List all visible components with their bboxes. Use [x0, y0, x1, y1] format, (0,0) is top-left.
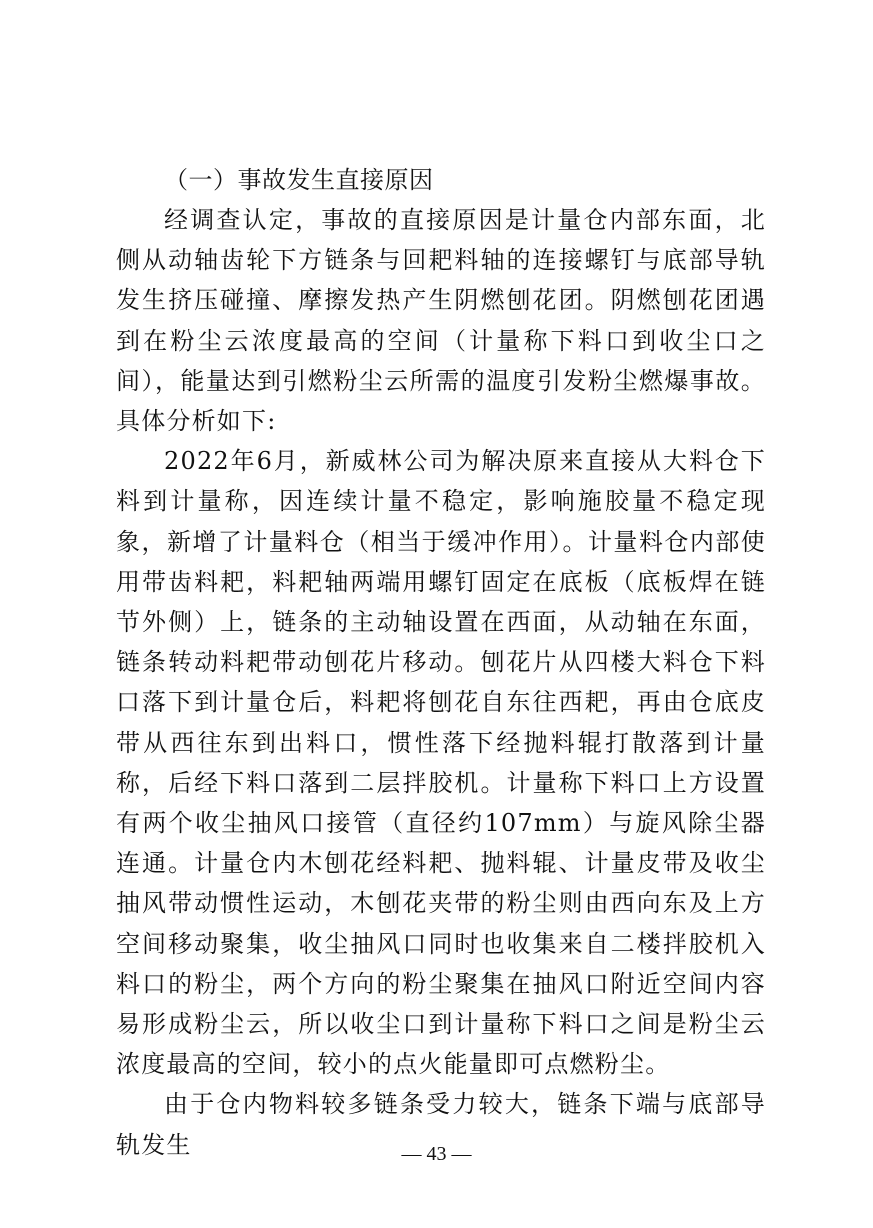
- page-number: — 43 —: [401, 1143, 472, 1165]
- paragraph-analysis: 2022年6月，新威林公司为解决原来直接从大料仓下料到计量称，因连续计量不稳定，影响施胶量不稳定现象，新增了计量料仓（相当于缓冲作用）。计量料仓内部使用带齿料耙，料耙轴两端用螺钉固定在底板（底板焊在链节外侧）上，链条的主动轴设置在西面，从动轴在东面，链条转动料耙带动刨花片移动。刨花片从四楼大料仓下料口落下到计量仓后，料耙将刨花自东往西耙，再由仓底皮带从西往东到出料口，惯性落下经抛料辊打散落到计量称，后经下料口落到二层拌胶机。计量称下料口上方设置有两个收尘抽风口接管（直径约107mm）与旋风除尘器连通。计量仓内木刨花经料耙、抛料辊、计量皮带及收尘抽风带动惯性运动，木刨花夹带的粉尘则由西向东及上方空间移动聚集，收尘抽风口同时也收集来自二楼拌胶机入料口的粉尘，两个方向的粉尘聚集在抽风口附近空间内容易形成粉尘云，所以收尘口到计量称下料口之间是粉尘云浓度最高的空间，较小的点火能量即可点燃粉尘。: [116, 447, 766, 1079]
- document-body: [116, 160, 766, 1165]
- section-heading: （一）事故发生直接原因: [164, 166, 434, 194]
- paragraph-continuation: 由于仓内物料较多链条受力较大，链条下端与底部导轨发生: [116, 1090, 766, 1159]
- paragraph-direct-cause: 经调查认定，事故的直接原因是计量仓内部东面，北侧从动轴齿轮下方链条与回耙料轴的连接螺钉与底部导轨发生挤压碰撞、摩擦发热产生阴燃刨花团。阴燃刨花团遇到在粉尘云浓度最高的空间（计量称下料口到收尘口之间），能量达到引燃粉尘云所需的温度引发粉尘燃爆事故。具体分析如下:: [116, 206, 766, 436]
